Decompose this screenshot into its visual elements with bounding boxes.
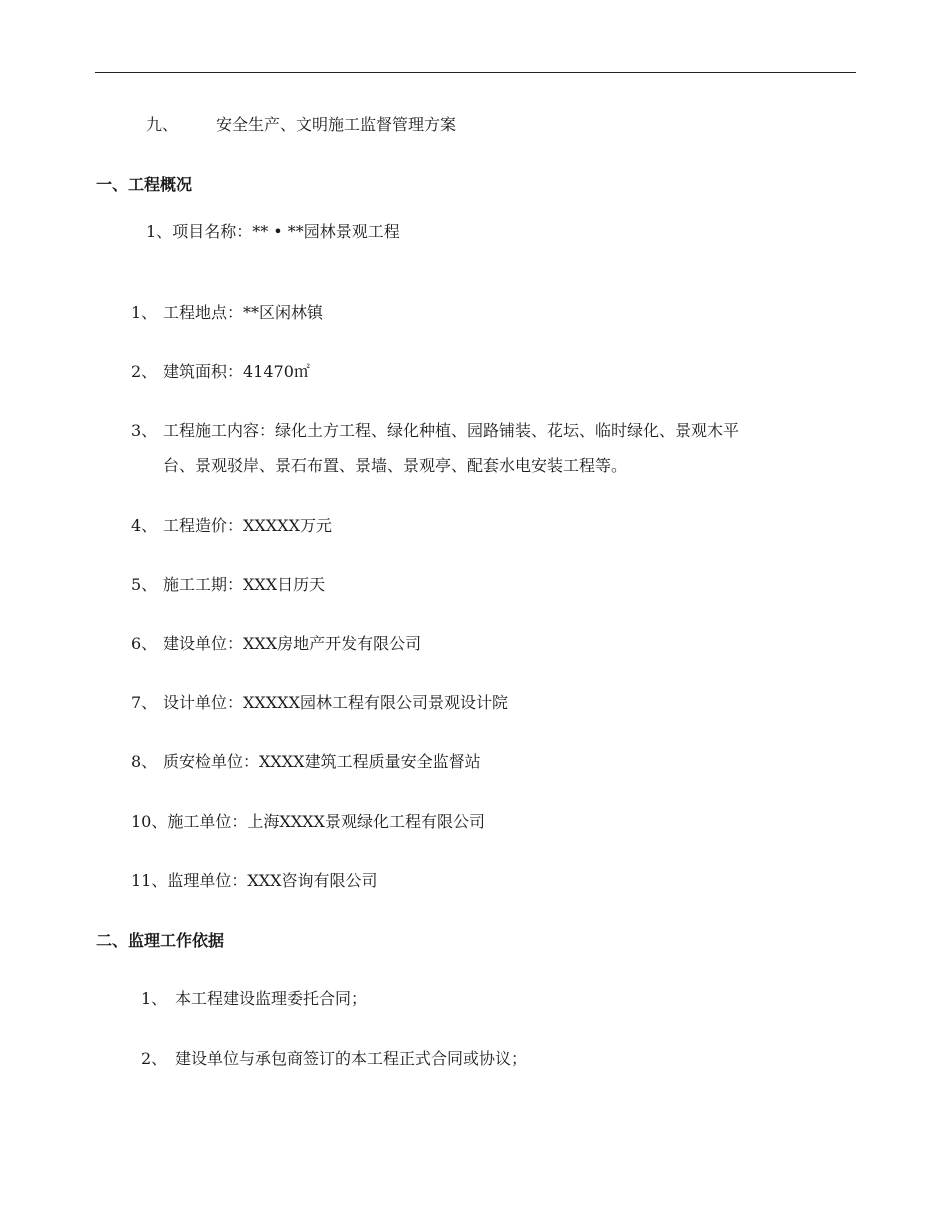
list-item: 1、 本工程建设监理委托合同； [141,989,368,1008]
list-item: 4、 工程造价：XXXXX万元 [131,516,332,535]
list-item: 3、 工程施工内容：绿化土方工程、绿化种植、园路铺装、花坛、临时绿化、景观木平 [131,421,740,440]
section-heading-2: 二、监理工作依据 [96,931,225,950]
list-item: 7、 设计单位：XXXXX园林工程有限公司景观设计院 [131,693,508,712]
list-item: 10、施工单位：上海XXXX景观绿化工程有限公司 [131,812,485,831]
title-number: 九、 [146,115,179,134]
section-heading-1: 一、工程概况 [96,175,193,194]
list-item: 5、 施工工期：XXX日历天 [131,575,326,594]
list-item: 1、 工程地点：**区闲林镇 [131,303,324,322]
header-rule [95,72,856,73]
document-title [146,115,456,135]
list-item: 6、 建设单位：XXX房地产开发有限公司 [131,634,422,653]
title-text: 安全生产、文明施工监督管理方案 [216,115,457,134]
list-item: 8、 质安检单位：XXXX建筑工程质量安全监督站 [131,752,481,771]
list-item: 2、 建筑面积：41470㎡ [131,362,310,381]
list-item-continuation: 台、景观驳岸、景石布置、景墙、景观亭、配套水电安装工程等。 [163,456,628,475]
list-item: 11、监理单位：XXX咨询有限公司 [131,871,378,890]
list-item: 2、 建设单位与承包商签订的本工程正式合同或协议； [141,1049,528,1068]
list-item: 1、项目名称：** • **园林景观工程 [146,222,400,241]
